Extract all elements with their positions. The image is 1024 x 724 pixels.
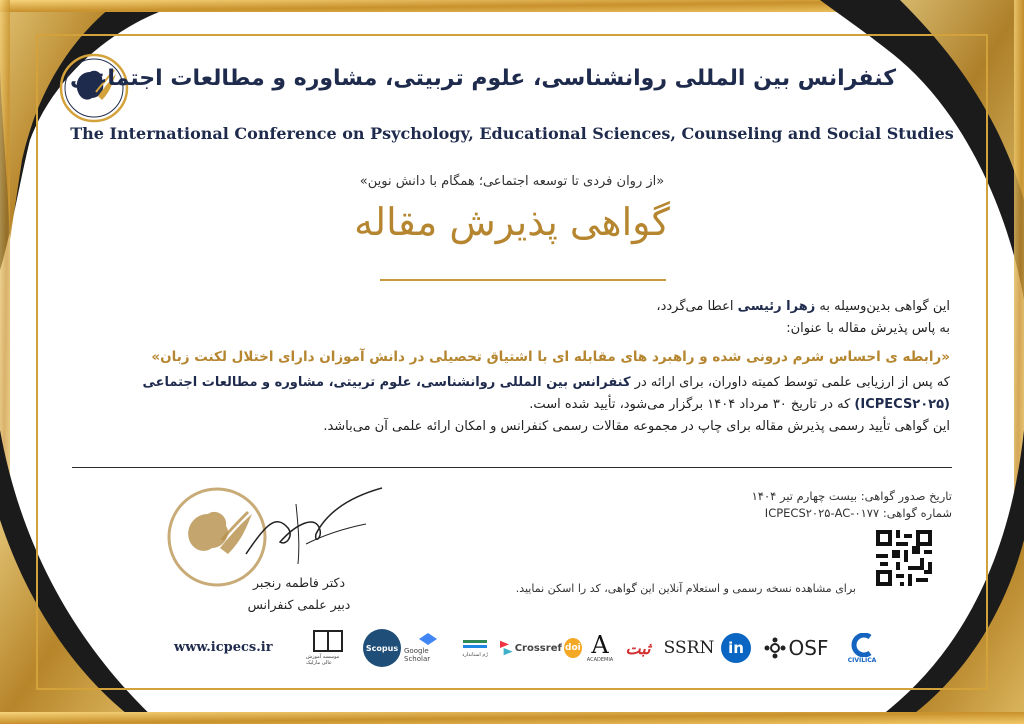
conference-code: (ICPECS۲۰۲۵) bbox=[854, 397, 950, 412]
institute-logo[interactable]: موسسه آموزش عالی مارلیک bbox=[306, 626, 350, 670]
crossref-logo[interactable]: Crossref doi bbox=[500, 626, 582, 670]
title-underline bbox=[380, 279, 666, 281]
certificate-title: گواهی پذیرش مقاله bbox=[354, 200, 670, 244]
conference-name: کنفرانس بین المللی روانشناسی، علوم تربیتی، مشاوره و مطالعات اجتماعی bbox=[142, 375, 631, 390]
tanzim-logo[interactable]: ثبت bbox=[625, 638, 651, 658]
stack-icon bbox=[461, 638, 489, 652]
scopus-logo[interactable]: Scopus bbox=[362, 626, 402, 670]
academia-logo[interactable]: A ACADEMIA bbox=[586, 631, 614, 663]
recipient-name: زهرا رئیسی bbox=[737, 299, 816, 314]
osf-logo[interactable]: OSF bbox=[758, 626, 834, 670]
google-scholar-logo[interactable]: Google Scholar bbox=[404, 626, 452, 670]
conference-title-fa: کنفرانس بین المللی روانشناسی، علوم تربیتی، مشاوره و مطالعات اجتماعی bbox=[70, 66, 896, 91]
osf-flower-icon bbox=[764, 637, 786, 659]
acceptance-text: که پس از ارزیابی علمی توسط کمیته داوران، برای ارائه در کنفرانس بین المللی روانشناسی، علوم تربیتی، مشاوره و مطالعات اجتماعی (ICPECS۲۰۲۵) که در تاریخ ۳۰ مرداد ۱۴۰۴ برگزار می‌شود، تأیید شده است. bbox=[142, 375, 950, 412]
conference-title-en: The International Conference on Psychology, Educational Sciences, Counseling and Social Studies bbox=[70, 124, 954, 143]
scan-note: برای مشاهده نسخه رسمی و استعلام آنلاین این گواهی، کد را اسکن نمایید. bbox=[515, 582, 856, 595]
certificate-number: شماره گواهی: ICPECS۲۰۲۵-AC-۰۱۷۷ bbox=[764, 506, 952, 520]
issue-info bbox=[752, 488, 952, 522]
civilica-icon bbox=[848, 633, 876, 657]
book-icon bbox=[313, 630, 343, 654]
iranshenasi-logo[interactable]: رُم استاندارد bbox=[456, 626, 494, 670]
issue-date: تاریخ صدور گواهی: بیست چهارم تیر ۱۴۰۴ bbox=[751, 489, 952, 503]
award-line: این گواهی بدین‌وسیله به زهرا رئیسی اعطا می‌گردد، bbox=[656, 299, 950, 314]
crossref-icon bbox=[500, 640, 513, 656]
indexing-logos bbox=[306, 626, 886, 670]
reason-line: به پاس پذیرش مقاله با عنوان: bbox=[786, 321, 950, 336]
qr-code[interactable] bbox=[876, 530, 932, 586]
conference-motto: «از روان فردی تا توسعه اجتماعی؛ همگام با دانش نوین» bbox=[359, 174, 665, 189]
website-link[interactable]: www.icpecs.ir bbox=[174, 640, 273, 655]
scholar-cap-icon bbox=[419, 633, 437, 647]
certificate-body bbox=[70, 296, 950, 438]
signer-role: دبیر علمی کنفرانس bbox=[247, 597, 351, 612]
linkedin-logo[interactable]: in bbox=[718, 626, 754, 670]
ssrn-logo[interactable]: SSRN bbox=[663, 638, 715, 658]
paper-title: «رابطه ی احساس شرم درونی شده و راهبرد های مقابله ای با اشتیاق تحصیلی در دانش آموزان دارای اختلال لکنت زبان» bbox=[151, 349, 950, 365]
signer-name: دکتر فاطمه رنجبر bbox=[252, 575, 346, 590]
signature bbox=[236, 484, 386, 574]
civilica-logo[interactable]: CIVILICA bbox=[838, 626, 886, 670]
separator-line bbox=[72, 467, 952, 468]
signer-block bbox=[214, 572, 384, 616]
confirmation-text: این گواهی تأیید رسمی پذیرش مقاله برای چاپ در مجموعه مقالات رسمی کنفرانس و امکان ارائه علمی آن می‌باشد. bbox=[323, 419, 950, 434]
